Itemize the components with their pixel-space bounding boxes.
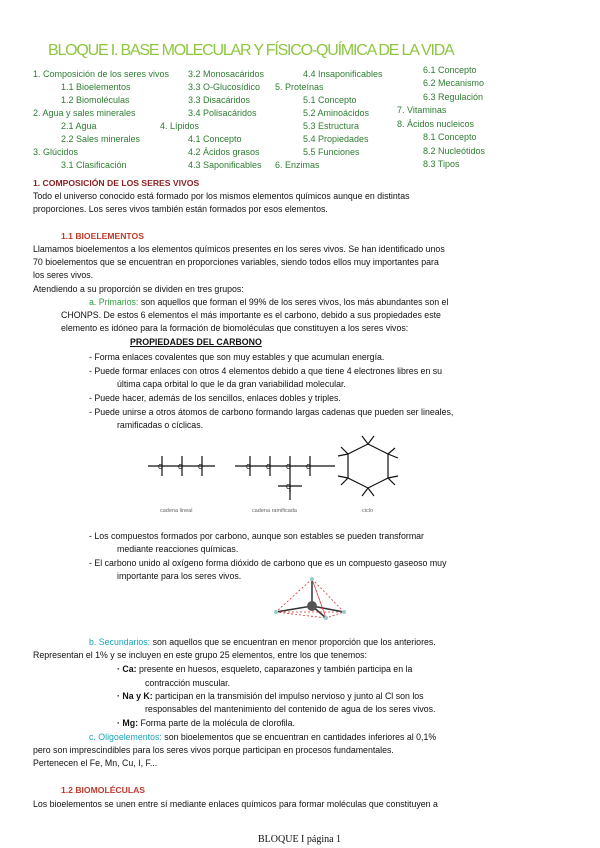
toc-item[interactable]: 5. Proteínas xyxy=(275,82,324,92)
page-title: BLOQUE I. BASE MOLECULAR Y FÍSICO-QUÍMICA DE LA VIDA xyxy=(48,42,454,59)
paragraph-line: Representan el 1% y se incluyen en este grupo 25 elementos, entre los que tenemos: xyxy=(33,650,367,660)
toc-item[interactable]: 4. Lípidos xyxy=(160,121,200,131)
list-item: - Puede unirse a otros átomos de carbono formando largas cadenas que pueden ser lineales, xyxy=(89,407,454,417)
paragraph-line: Todo el universo conocido está formado por los mismos elementos químicos aunque en distintas xyxy=(33,191,410,201)
list-item: - Puede formar enlaces con otros 4 elementos debido a que tiene 4 electrones libres en su xyxy=(89,366,443,376)
paragraph-line: pero son imprescindibles para los seres vivos porque participan en procesos fundamentales. xyxy=(33,745,394,755)
svg-text:C: C xyxy=(286,484,292,491)
section-heading: 1. COMPOSICIÓN DE LOS SERES VIVOS xyxy=(33,178,200,188)
toc-item[interactable]: 8.1 Concepto xyxy=(423,132,477,142)
figure-caption: cadena lineal xyxy=(160,508,193,514)
svg-text:C: C xyxy=(306,464,312,471)
toc-item[interactable]: 6. Enzimas xyxy=(275,160,320,170)
group-label-secundarios: b. Secundarios: xyxy=(89,637,151,647)
toc-item[interactable]: 8. Ácidos nucleicos xyxy=(397,119,475,129)
toc-item[interactable]: 2. Agua y sales minerales xyxy=(33,108,136,118)
toc-item[interactable]: 4.2 Ácidos grasos xyxy=(188,147,260,157)
svg-text:C: C xyxy=(198,464,204,471)
figure-caption: ciclo xyxy=(362,508,374,514)
toc-item[interactable]: 6.1 Concepto xyxy=(423,65,477,75)
paragraph-line: a. Primarios: son aquellos que forman el 99% de los seres vivos, los más abundantes son el xyxy=(89,297,449,307)
list-item: · Mg: Forma parte de la molécula de clorofila. xyxy=(117,718,295,728)
subsection-heading: 1.2 BIOMOLÉCULAS xyxy=(61,785,146,795)
list-item: contracción muscular. xyxy=(145,678,231,688)
toc-item[interactable]: 4.4 Insaponificables xyxy=(303,69,383,79)
toc-item[interactable]: 4.3 Saponificables xyxy=(188,160,262,170)
paragraph-line: 70 bioelementos que se encuentran en proporciones variables, siendo todos ellos muy importantes para xyxy=(33,257,439,267)
svg-text:C: C xyxy=(178,464,184,471)
paragraph-line: Los bioelementos se unen entre sí mediante enlaces químicos para formar moléculas que constituyen a xyxy=(33,799,438,809)
svg-text:C: C xyxy=(246,464,252,471)
toc-item[interactable]: 7. Vitaminas xyxy=(397,105,447,115)
toc-item[interactable]: 3.1 Clasificación xyxy=(61,160,127,170)
tetrahedral-carbon-figure xyxy=(270,576,352,622)
list-item: ramificadas o cíclicas. xyxy=(117,420,204,430)
figure-caption: cadena ramificada xyxy=(252,508,297,514)
toc-item[interactable]: 8.3 Tipos xyxy=(423,159,460,169)
list-item: · Ca: presente en huesos, esqueleto, caparazones y también participa en la xyxy=(117,664,413,674)
toc-item[interactable]: 5.1 Concepto xyxy=(303,95,357,105)
svg-text:C: C xyxy=(286,464,292,471)
list-item: importante para los seres vivos. xyxy=(117,571,242,581)
list-item: - Los compuestos formados por carbono, aunque son estables se pueden transformar xyxy=(89,531,424,541)
list-item: - Forma enlaces covalentes que son muy estables y que acumulan energía. xyxy=(89,352,385,362)
list-item: última capa orbital lo que le da gran variabilidad molecular. xyxy=(117,379,346,389)
paragraph-line: Pertenecen el Fe, Mn, Cu, I, F... xyxy=(33,758,158,768)
paragraph-line: los seres vivos. xyxy=(33,270,94,280)
paragraph-line: Llamamos bioelementos a los elementos químicos presentes en los seres vivos. Se han identificado unos xyxy=(33,244,445,254)
list-item: - El carbono unido al oxígeno forma dióxido de carbono que es un compuesto gaseoso muy xyxy=(89,558,447,568)
list-item: · Na y K: participan en la transmisión del impulso nervioso y junto al Cl son los xyxy=(117,691,424,701)
subsection-heading: 1.1 BIOELEMENTOS xyxy=(61,231,144,241)
toc-item[interactable]: 3.3 O-Glucosídico xyxy=(188,82,261,92)
svg-text:C: C xyxy=(158,464,164,471)
cyclic-chain-diagram xyxy=(338,436,398,496)
toc-item[interactable]: 1. Composición de los seres vivos xyxy=(33,69,170,79)
toc-item[interactable]: 5.2 Aminoácidos xyxy=(303,108,370,118)
paragraph-line: b. Secundarios: son aquellos que se encuentran en menor proporción que los anteriores. xyxy=(89,637,436,647)
paragraph-line: CHONPS. De estos 6 elementos el más importante es el carbono, debido a sus propiedades este xyxy=(61,310,441,320)
list-item: mediante reacciones químicas. xyxy=(117,544,239,554)
toc-item[interactable]: 5.5 Funciones xyxy=(303,147,360,157)
list-item: responsables del mantenimiento del contenido de agua de los seres vivos. xyxy=(145,704,436,714)
toc-item[interactable]: 5.4 Propiedades xyxy=(303,134,369,144)
toc-item[interactable]: 6.2 Mecanismo xyxy=(423,78,485,88)
toc-item[interactable]: 6.3 Regulación xyxy=(423,92,484,102)
toc-item[interactable]: 8.2 Nucleótidos xyxy=(423,146,486,156)
carbon-properties-heading: PROPIEDADES DEL CARBONO xyxy=(130,337,262,347)
paragraph-line: proporciones. Los seres vivos también están formados por esos elementos. xyxy=(33,204,328,214)
page-footer: BLOQUE I página 1 xyxy=(258,834,342,845)
group-label-oligoelementos: c. Oligoelementos: xyxy=(89,732,162,742)
group-label-primarios: a. Primarios: xyxy=(89,297,139,307)
toc-item[interactable]: 2.2 Sales minerales xyxy=(61,134,141,144)
paragraph-line: Atendiendo a su proporción se dividen en tres grupos: xyxy=(33,284,244,294)
toc-item[interactable]: 3.3 Disacáridos xyxy=(188,95,251,105)
toc-item[interactable]: 5.3 Estructura xyxy=(303,121,360,131)
list-item: - Puede hacer, además de los sencillos, enlaces dobles y triples. xyxy=(89,393,341,403)
toc-item[interactable]: 1.1 Bioelementos xyxy=(61,82,131,92)
toc-item[interactable]: 3.4 Polisacáridos xyxy=(188,108,257,118)
svg-text:C: C xyxy=(266,464,272,471)
toc-item[interactable]: 4.1 Concepto xyxy=(188,134,242,144)
branched-chain-diagram xyxy=(235,456,335,500)
toc-item[interactable]: 1.2 Biomoléculas xyxy=(61,95,130,105)
toc-item[interactable]: 3. Glúcidos xyxy=(33,147,79,157)
toc-item[interactable]: 2.1 Agua xyxy=(61,121,97,131)
toc-item[interactable]: 3.2 Monosacáridos xyxy=(188,69,265,79)
paragraph-line: c. Oligoelementos: son bioelementos que se encuentran en cantidades inferiores al 0,1% xyxy=(89,732,437,742)
paragraph-line: elemento es idóneo para la formación de biomoléculas que constituyen a los seres vivos: xyxy=(61,323,409,333)
